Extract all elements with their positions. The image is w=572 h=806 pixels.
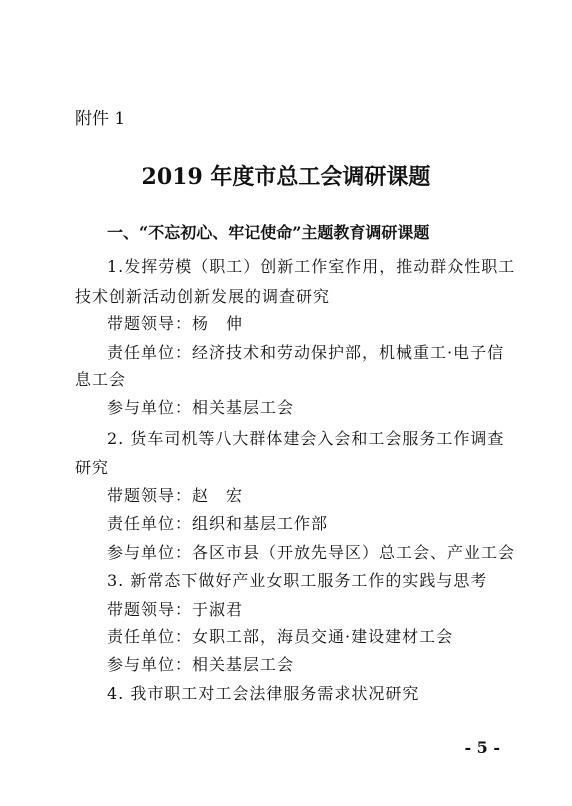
topic-2-participants: 参与单位：各区市县（开放先导区）总工会、产业工会 (107, 543, 516, 562)
document-title: 2019 年度市总工会调研课题 (141, 164, 431, 190)
topic-2-leader: 带题领导：赵 宏 (107, 486, 244, 505)
topic-3-title: 3. 新常态下做好产业女职工服务工作的实践与思考 (107, 571, 488, 590)
topic-2-title: 2. 货车司机等八大群体建会入会和工会服务工作调查 (107, 429, 505, 448)
topic-3-participants: 参与单位：相关基层工会 (107, 655, 295, 674)
topic-1-title-cont: 技术创新活动创新发展的调查研究 (75, 287, 331, 306)
topic-4-title: 4. 我市职工对工会法律服务需求状况研究 (107, 684, 420, 703)
page-number: - 5 - (464, 738, 500, 757)
topic-1-leader: 带题领导：杨 伸 (107, 314, 244, 333)
topic-2-title-cont: 研究 (75, 458, 110, 477)
topic-1-participants: 参与单位：相关基层工会 (107, 398, 295, 417)
attachment-label: 附件 1 (75, 109, 126, 129)
topic-1-responsible-cont: 息工会 (75, 370, 127, 389)
topic-1-title: 1.发挥劳模（职工）创新工作室作用，推动群众性职工 (107, 257, 516, 276)
topic-3-responsible: 责任单位：女职工部，海员交通·建设建材工会 (107, 627, 454, 646)
topic-3-leader: 带题领导：于淑君 (107, 600, 244, 619)
topic-1-responsible: 责任单位：经济技术和劳动保护部，机械重工·电子信 (107, 343, 505, 362)
topic-2-responsible: 责任单位：组织和基层工作部 (107, 514, 329, 533)
section-heading: 一、“不忘初心、牢记使命”主题教育调研课题 (107, 223, 430, 242)
